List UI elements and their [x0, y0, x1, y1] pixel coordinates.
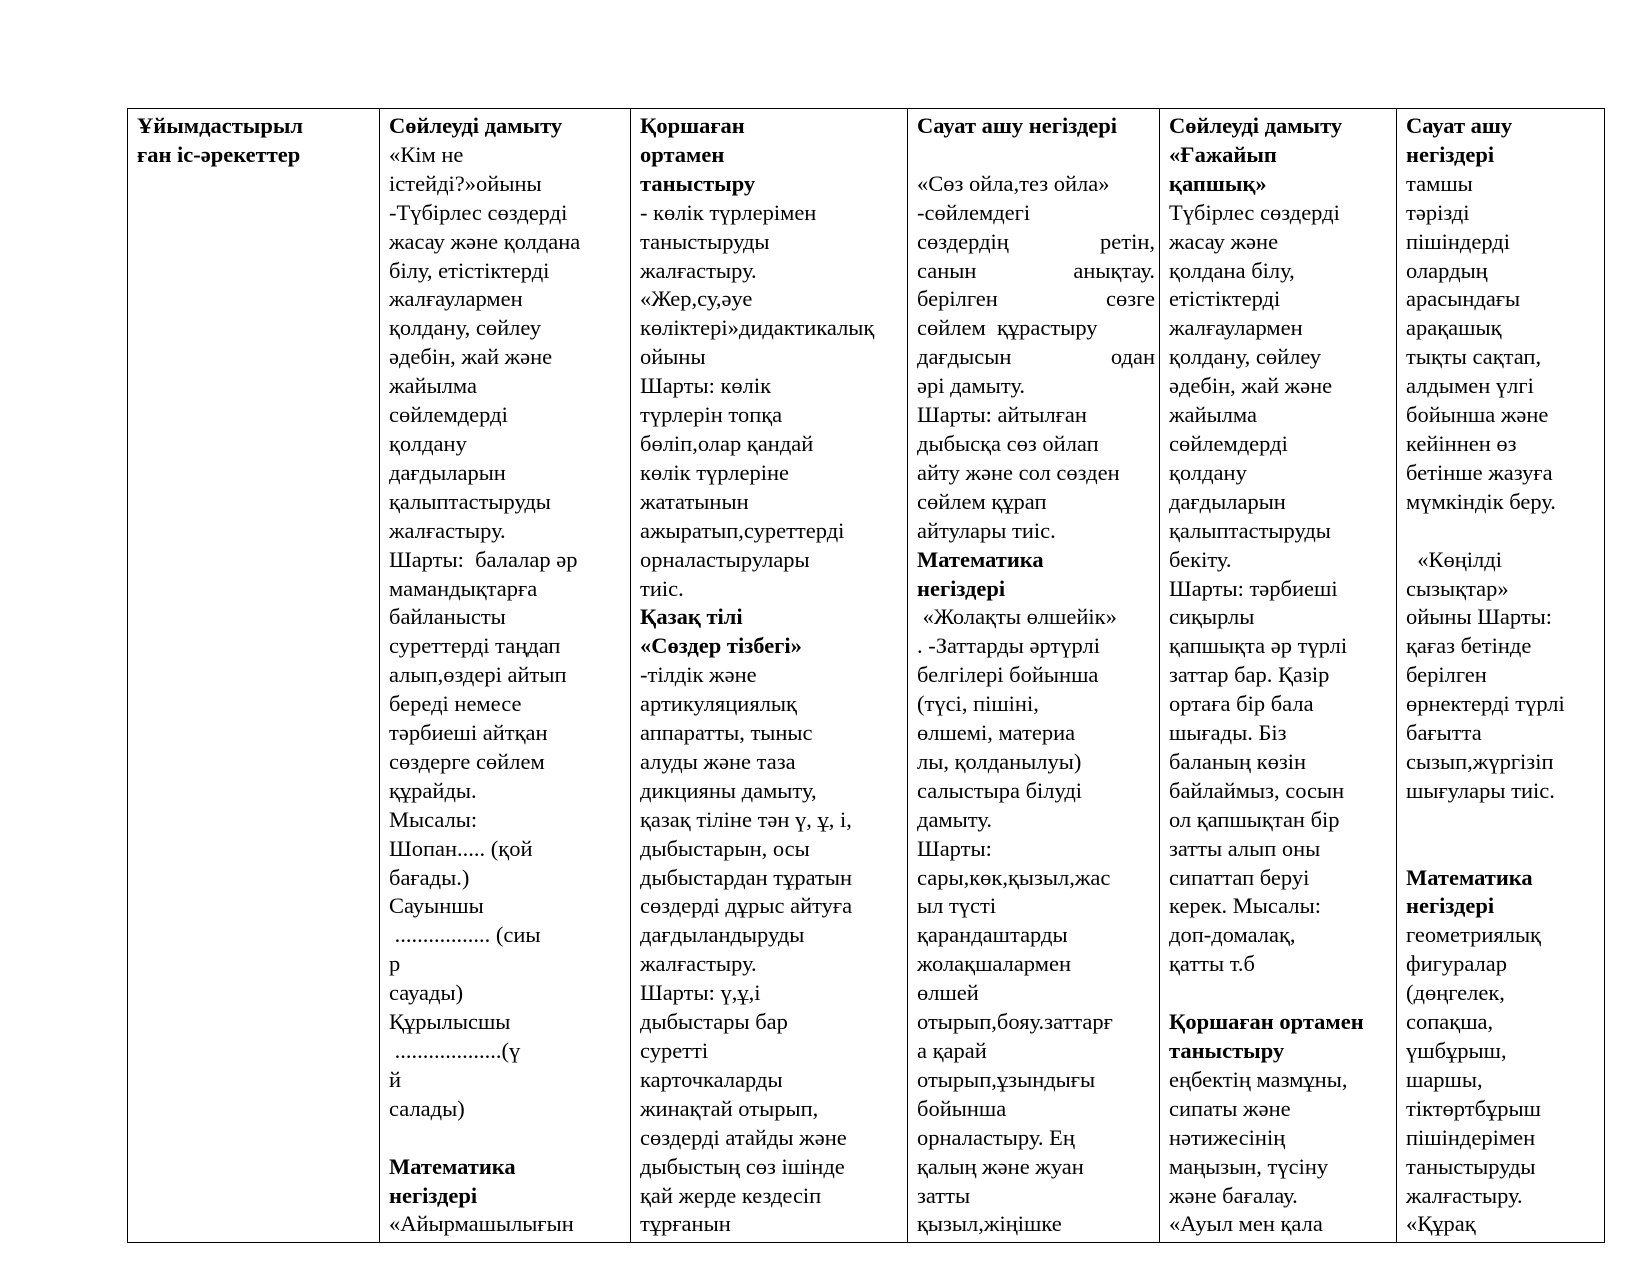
text-line: тиіс. — [640, 575, 684, 601]
text-line: «Сөз ойла,тез ойла» — [917, 170, 1110, 196]
text-line: салады) — [389, 1095, 465, 1121]
text-line: маңызын, түсіну — [1169, 1153, 1329, 1179]
text-line: ойыны — [640, 344, 706, 370]
text-line: геометриялық — [1406, 922, 1541, 948]
text-line: олардың — [1406, 257, 1488, 283]
text-line: білу, етістіктерді — [389, 257, 550, 283]
text-line: Қоршаған — [640, 113, 745, 138]
table-cell-tuesday — [631, 109, 908, 1243]
text-line: жалғастыру. — [389, 517, 506, 543]
text-line: салыстыра білуді — [917, 777, 1083, 803]
text-line: бекіту. — [1169, 546, 1232, 572]
text-line: байланысты — [389, 604, 506, 630]
text-line: пішіндерді — [1406, 228, 1510, 254]
text-line: жалғаулармен — [389, 286, 523, 312]
text-line: сөйлемдерді — [1169, 430, 1288, 456]
text-line: Сауыншы — [389, 893, 484, 919]
activities-table — [127, 108, 1605, 1243]
text-line: ойыны Шарты: — [1406, 604, 1553, 630]
text-line: тамшы — [1406, 170, 1473, 196]
text-line: қарандаштарды — [917, 922, 1068, 948]
text-line: р — [389, 951, 401, 977]
text-line: қалыптастыруды — [389, 488, 551, 514]
text-line: қай жерде кездесіп — [640, 1182, 822, 1208]
text-line: сөйлемдерді — [389, 402, 508, 428]
text-line: Шарты: айтылған — [917, 402, 1087, 428]
text-line: айтулары тиіс. — [917, 517, 1056, 543]
text-line: сипаттап беруі — [1169, 864, 1310, 890]
text-line: қолдана білу, — [1169, 257, 1295, 283]
text-line: жасау және — [1169, 228, 1279, 254]
text-line: -тілдік және — [640, 662, 757, 688]
text-line: Қоршаған ортамен — [1169, 1009, 1364, 1035]
text-line: еңбектің мазмұны, — [1169, 1066, 1348, 1092]
text-line: бойынша және — [1406, 402, 1549, 428]
text-line: баланың көзін — [1169, 748, 1307, 774]
text-line: айту және сол сөзден — [917, 459, 1120, 485]
text-line: бөліп,олар қандай — [640, 430, 814, 456]
text-line: жинақтай отырып, — [640, 1095, 819, 1121]
text-line: дыбыстары бар — [640, 1009, 788, 1035]
text-line: заттар бар. Қазір — [1169, 662, 1330, 688]
text-line: Қазақ тілі — [640, 604, 743, 630]
text-line: й — [389, 1066, 402, 1092]
text-line: - көлік түрлерімен — [640, 199, 817, 225]
text-line — [1169, 979, 1392, 1008]
text-line: әдебін, жай және — [389, 344, 553, 370]
text-line: әдебін, жай және — [1169, 373, 1333, 399]
text-line: негіздері — [1406, 141, 1495, 167]
text-line: етістіктерді — [1169, 286, 1281, 312]
text-line: суретті — [640, 1038, 709, 1063]
text-line: сызықтар» — [1406, 575, 1509, 601]
text-line: Шарты: көлік — [640, 373, 772, 399]
text-line: ортаға бір бала — [1169, 691, 1314, 717]
text-line: «Көңілді — [1406, 546, 1502, 572]
text-line: доп-домалақ, — [1169, 922, 1296, 948]
text-line: жайылма — [1169, 402, 1257, 428]
table-row — [128, 109, 1605, 1243]
text-line — [1406, 835, 1600, 864]
text-line: сөздердің ретін, — [917, 228, 1155, 254]
text-line: тіктөртбұрыш — [1406, 1095, 1541, 1121]
text-line: үшбұрыш, — [1406, 1038, 1507, 1063]
text-line: карточкаларды — [640, 1066, 783, 1092]
text-line: дағдысын одан — [917, 344, 1155, 370]
text-line: дикцияны дамыту, — [640, 777, 817, 803]
text-line: керек. Мысалы: — [1169, 893, 1321, 919]
text-line: жататынын — [640, 488, 749, 514]
text-line: (дөңгелек, — [1406, 980, 1505, 1006]
text-line: шаршы, — [1406, 1066, 1483, 1092]
text-line: Сауат ашу негіздері — [917, 113, 1117, 138]
text-line: суреттерді таңдап — [389, 633, 561, 659]
text-line: тықты сақтап, — [1406, 344, 1542, 370]
text-line: арасындағы — [1406, 286, 1521, 312]
text-line: ыл түсті — [917, 893, 997, 919]
text-line: дағдыларын — [389, 459, 506, 485]
text-line: ................. (сиы — [389, 922, 541, 948]
text-line: Сөйлеуді дамыту — [1169, 113, 1343, 138]
text-line: Түбірлес сөздерді — [1169, 199, 1340, 225]
text-line: «Айырмашылығын — [389, 1211, 574, 1237]
text-line: дыбыстардан тұратын — [640, 864, 852, 890]
text-line: береді немесе — [389, 691, 522, 717]
text-line: дыбысқа сөз ойлап — [917, 430, 1099, 456]
text-line: Математика — [1406, 864, 1533, 890]
text-line: таныстыру — [1169, 1038, 1285, 1063]
text-line: Сөйлеуді дамыту — [389, 113, 563, 138]
text-line: қағаз бетінде — [1406, 633, 1532, 659]
text-line: Шарты: балалар әр — [389, 546, 578, 572]
text-line: Шарты: ү,ұ,і — [640, 980, 761, 1006]
text-line: -Түбірлес сөздерді — [389, 199, 568, 225]
text-line: қапшық» — [1169, 170, 1267, 196]
text-line: . -Заттарды әртүрлі — [917, 633, 1100, 659]
text-line: істейді?»ойыны — [389, 170, 542, 196]
text-line — [917, 141, 1155, 170]
text-line: ажыратып,суреттерді — [640, 517, 845, 543]
text-line: нәтижесінің — [1169, 1124, 1286, 1150]
text-line: затты — [917, 1182, 971, 1208]
text-line: бетінше жазуға — [1406, 459, 1553, 485]
text-line: «Жолақты өлшейік» — [917, 604, 1117, 630]
table-cell-wednesday — [908, 109, 1160, 1243]
text-line: ...................(ү — [389, 1038, 521, 1063]
text-line: Математика — [917, 546, 1044, 572]
text-line: көлік түрлеріне — [640, 459, 789, 485]
text-line: «Құрақ — [1406, 1211, 1476, 1237]
text-line: жайылма — [389, 373, 477, 399]
text-line: жалғастыру. — [640, 951, 757, 977]
text-line: жолақшалармен — [917, 951, 1071, 977]
text-line: «Кім не — [389, 141, 464, 167]
text-line: сөздерді дұрыс айтуға — [640, 893, 853, 919]
text-line: негіздері — [1406, 893, 1495, 919]
text-line: ол қапшықтан бір — [1169, 806, 1340, 832]
text-line: алдымен үлгі — [1406, 373, 1534, 399]
text-line: отырып,ұзындығы — [917, 1066, 1096, 1092]
text-line: лы, қолданылуы) — [917, 748, 1082, 774]
text-line: таныстыруды — [640, 228, 770, 254]
text-line: сары,көк,қызыл,жас — [917, 864, 1111, 890]
text-line: сиқырлы — [1169, 604, 1255, 630]
text-line: негіздері — [917, 575, 1006, 601]
text-line: дыбыстың сөз ішінде — [640, 1153, 845, 1179]
text-line: сопақша, — [1406, 1009, 1494, 1035]
text-line: сөздерге сөйлем — [389, 748, 545, 774]
text-line: дыбыстарын, осы — [640, 835, 810, 861]
text-line: жалғаулармен — [1169, 315, 1303, 341]
text-line: санын анықтау. — [917, 257, 1155, 283]
text-line: өлшемі, материа — [917, 720, 1076, 746]
text-line: а қарай — [917, 1038, 987, 1063]
text-line — [1406, 806, 1600, 835]
text-line: Шарты: тәрбиеші — [1169, 575, 1338, 601]
text-line: «Ауыл мен қала — [1169, 1211, 1323, 1237]
text-line: берілген сөзге — [917, 286, 1155, 312]
text-line: сауады) — [389, 980, 464, 1006]
text-line: «Жер,су,әуе — [640, 286, 753, 312]
text-line: Сауат ашу — [1406, 113, 1513, 138]
text-line: тұрғанын — [640, 1211, 731, 1237]
text-line: орналастырулары — [640, 546, 810, 572]
text-line: сөйлем құрап — [917, 488, 1047, 514]
text-line: жалғастыру. — [640, 257, 757, 283]
text-line: қолдану, сөйлеу — [1169, 344, 1322, 370]
text-line: (түсі, пішіні, — [917, 691, 1039, 717]
text-line: орналастыру. Ең — [917, 1124, 1075, 1150]
text-line: қолдану — [1169, 459, 1247, 485]
text-line: арақашық — [1406, 315, 1502, 341]
text-line: мамандықтарға — [389, 575, 538, 601]
text-line: Құрылысшы — [389, 1009, 511, 1035]
text-line: түрлерін топқа — [640, 402, 783, 428]
text-line: Ұйымдастырыл — [137, 113, 304, 138]
text-line: таныстыруды — [1406, 1153, 1536, 1179]
text-line: пішіндерімен — [1406, 1124, 1536, 1150]
text-line: жасау және қолдана — [389, 228, 581, 254]
table-cell-monday — [380, 109, 631, 1243]
text-line: «Сөздер тізбегі» — [640, 633, 802, 659]
text-line: Шопан..... (қой — [389, 835, 533, 861]
text-line: қолдану — [389, 430, 467, 456]
text-line: таныстыру — [640, 170, 756, 196]
text-line: қызыл,жіңішке — [917, 1211, 1062, 1237]
text-line: қолдану, сөйлеу — [389, 315, 542, 341]
text-line: сөйлем құрастыру — [917, 315, 1098, 341]
text-line: дамыту. — [917, 806, 992, 832]
text-line: дағдыларын — [1169, 488, 1286, 514]
text-line: байлаймыз, сосын — [1169, 777, 1345, 803]
text-line: негіздері — [389, 1182, 478, 1208]
text-line: жалғастыру. — [1406, 1182, 1523, 1208]
table-cell-thursday — [1160, 109, 1397, 1243]
text-line: бағытта — [1406, 720, 1482, 746]
text-line: қапшықта әр түрлі — [1169, 633, 1348, 659]
text-line: тәрбиеші айтқан — [389, 720, 548, 746]
text-line: аппаратты, тыныс — [640, 720, 813, 746]
text-line: -сөйлемдегі — [917, 199, 1031, 225]
text-line: сипаты және — [1169, 1095, 1291, 1121]
text-line: берілген — [1406, 662, 1487, 688]
text-line: белгілері бойынша — [917, 662, 1099, 688]
text-line: Математика — [389, 1153, 516, 1179]
text-line: қатты т.б — [1169, 951, 1255, 977]
text-line: «Ғажайып — [1169, 141, 1277, 167]
text-line: және бағалау. — [1169, 1182, 1298, 1208]
table-cell-organized-activities — [128, 109, 380, 1243]
text-line: сызып,жүргізіп — [1406, 748, 1554, 774]
text-line: алып,өздері айтып — [389, 662, 567, 688]
text-line: өлшей — [917, 980, 979, 1006]
table-cell-friday — [1397, 109, 1605, 1243]
text-line: ортамен — [640, 141, 725, 167]
text-line: көліктері»дидактикалық — [640, 315, 875, 341]
text-line: шығулары тиіс. — [1406, 777, 1555, 803]
text-line: шығады. Біз — [1169, 720, 1287, 746]
text-line: әрі дамыту. — [917, 373, 1026, 399]
text-line: қалың және жуан — [917, 1153, 1084, 1179]
text-line: артикуляциялық — [640, 691, 797, 717]
text-line: тәрізді — [1406, 199, 1470, 225]
text-line: фигуралар — [1406, 951, 1507, 977]
text-line: алуды және таза — [640, 748, 796, 774]
text-line: Шарты: — [917, 835, 992, 861]
text-line: бойынша — [917, 1095, 1007, 1121]
text-line: өрнектерді түрлі — [1406, 691, 1565, 717]
text-line: құрайды. — [389, 777, 477, 803]
text-line: қалыптастыруды — [1169, 517, 1331, 543]
text-line: Мысалы: — [389, 806, 478, 832]
text-line: отырып,бояу.заттарғ — [917, 1009, 1113, 1035]
text-line: қазақ тіліне тән ү, ұ, і, — [640, 806, 852, 832]
text-line: бағады.) — [389, 864, 470, 890]
text-line: затты алып оны — [1169, 835, 1321, 861]
text-line: ған іс-әрекеттер — [137, 141, 301, 167]
text-line: сөздерді атайды және — [640, 1124, 847, 1150]
text-line: дағдыландыруды — [640, 922, 805, 948]
text-line: мүмкіндік беру. — [1406, 488, 1556, 514]
text-line — [1406, 517, 1600, 546]
text-line: кейіннен өз — [1406, 430, 1517, 456]
text-line — [389, 1124, 626, 1153]
